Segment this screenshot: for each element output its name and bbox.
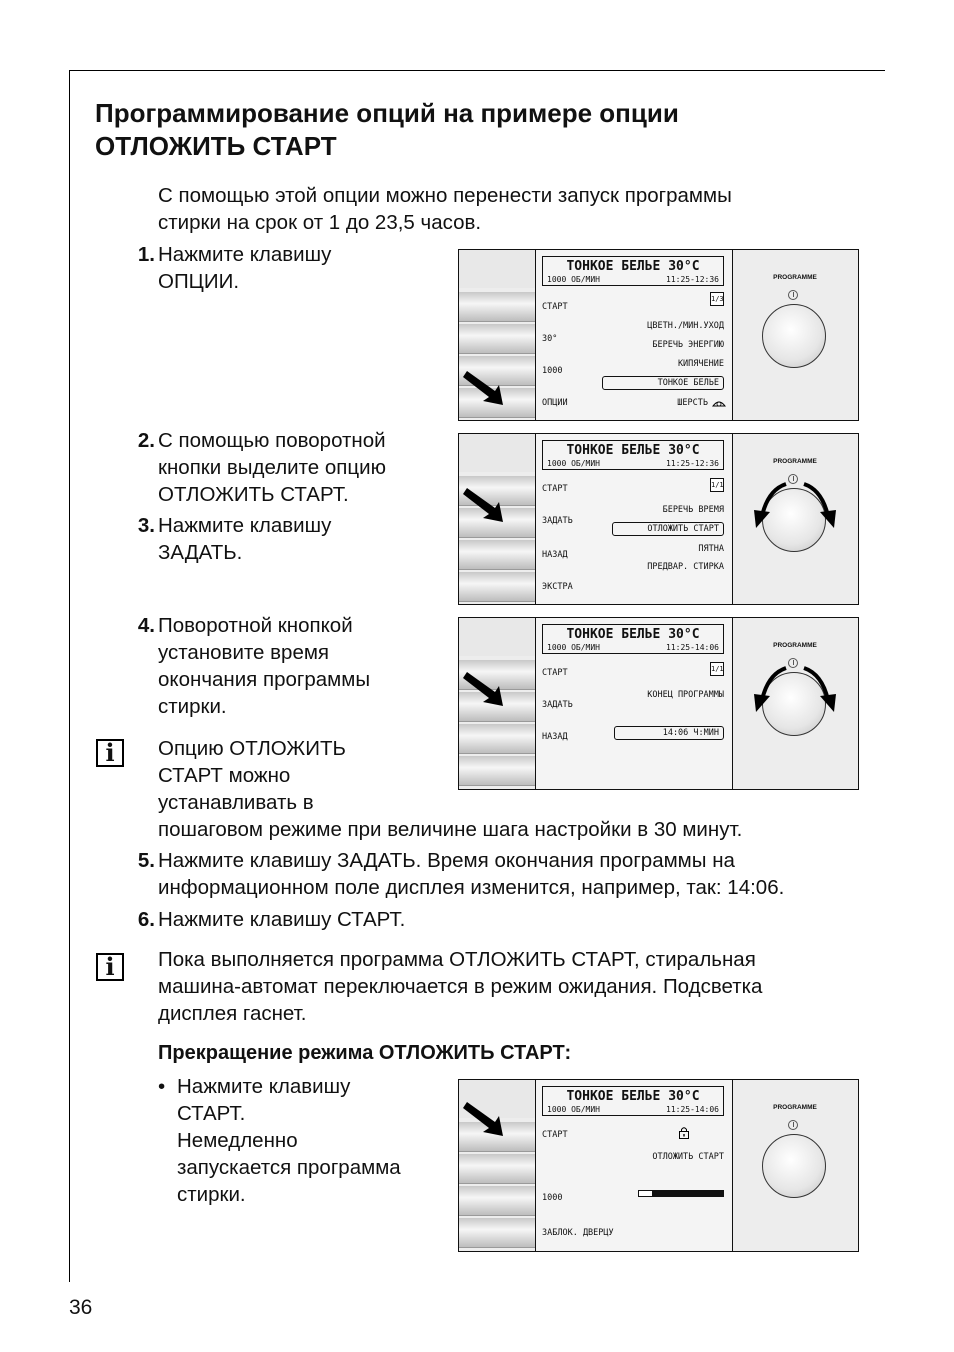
knob-label: PROGRAMME xyxy=(773,274,817,281)
cancel-heading: Прекращение режима ОТЛОЖИТЬ СТАРТ: xyxy=(158,1042,572,1064)
key-start[interactable] xyxy=(459,292,535,322)
intro-text: С помощью этой опции можно перенести запуск программы стирки на срок от 1 до 23,5 часов. xyxy=(158,184,732,234)
end-time-value[interactable]: 14:06 Ч:МИН xyxy=(614,726,724,740)
power-indicator-icon xyxy=(788,1120,798,1130)
program-title: ТОНКОЕ БЕЛЬЕ 30°C xyxy=(566,443,700,458)
knob-label: PROGRAMME xyxy=(773,458,817,465)
arrow-pointer-icon xyxy=(461,482,507,526)
key-label: 1000 xyxy=(542,366,563,376)
screen-header xyxy=(542,440,724,470)
key-label: ЭКСТРА xyxy=(542,582,573,592)
option-item[interactable]: ЦВЕТН./МИН.УХОД xyxy=(647,321,724,331)
key-label: СТАРТ xyxy=(542,302,568,312)
progress-bar xyxy=(638,1190,724,1197)
key-label: 30° xyxy=(542,334,558,344)
key-label: ЗАДАТЬ xyxy=(542,516,573,526)
key-label: СТАРТ xyxy=(542,1130,568,1140)
key-door-lock[interactable] xyxy=(459,1218,535,1248)
option-item[interactable]: БЕРЕЧЬ ВРЕМЯ xyxy=(662,505,724,515)
key-label: СТАРТ xyxy=(542,484,568,494)
step-4-text: Поворотной кнопкой установите время окончания программы стирки. xyxy=(158,614,371,718)
key-column xyxy=(459,250,535,420)
key-label: НАЗАД xyxy=(542,732,568,742)
page-number: 36 xyxy=(69,1296,93,1319)
spin-speed: 1000 ОБ/МИН xyxy=(547,459,600,468)
display-panel-delay-active xyxy=(458,1079,859,1252)
program-title: ТОНКОЕ БЕЛЬЕ 30°C xyxy=(566,627,700,642)
step-3-text: Нажмите клавишу ЗАДАТЬ. xyxy=(158,514,332,564)
key-label: НАЗАД xyxy=(542,550,568,560)
step-number: 4. xyxy=(137,614,155,637)
arrow-pointer-icon xyxy=(461,666,507,710)
time-range: 11:25-12:36 xyxy=(666,275,719,284)
key-column xyxy=(459,1080,535,1251)
info-icon: i xyxy=(96,953,124,981)
arrow-pointer-icon xyxy=(461,365,507,409)
knob-label: PROGRAMME xyxy=(773,642,817,649)
key-temperature[interactable] xyxy=(459,324,535,354)
knob-label: PROGRAMME xyxy=(773,1104,817,1111)
knob-area xyxy=(732,250,858,420)
power-indicator-icon xyxy=(788,290,798,300)
screen-header xyxy=(542,1086,724,1116)
wool-icon xyxy=(712,397,726,409)
step-2-text: С помощью поворотной кнопки выделите опцию ОТЛОЖИТЬ СТАРТ. xyxy=(158,429,386,506)
key-label: 1000 xyxy=(542,1193,563,1203)
screen-header xyxy=(542,624,724,654)
info-icon: i xyxy=(96,739,124,767)
option-item[interactable]: ПРЕДВАР. СТИРКА xyxy=(647,562,724,572)
option-item[interactable]: БЕРЕЧЬ ЭНЕРГИЮ xyxy=(652,340,724,350)
rotate-arrows-icon xyxy=(740,656,850,716)
screen-header xyxy=(542,256,724,286)
page-indicator-icon: 1/1 xyxy=(710,662,724,676)
display-panel-options xyxy=(458,249,859,421)
program-title: ТОНКОЕ БЕЛЬЕ 30°C xyxy=(566,1089,700,1104)
status-text: ОТЛОЖИТЬ СТАРТ xyxy=(652,1152,724,1162)
display-panel-end-time xyxy=(458,617,859,790)
rotate-arrows-icon xyxy=(740,472,850,532)
page-indicator-icon: 1/1 xyxy=(710,478,724,492)
cancel-text: Нажмите клавишу СТАРТ. Немедленно запускается программа стирки. xyxy=(177,1075,401,1206)
spin-speed: 1000 ОБ/МИН xyxy=(547,643,600,652)
key-spin[interactable] xyxy=(459,1186,535,1216)
time-range: 11:25-14:06 xyxy=(666,1105,719,1114)
option-item-selected[interactable]: ОТЛОЖИТЬ СТАРТ xyxy=(612,522,724,536)
display-panel-delay-select xyxy=(458,433,859,605)
program-title: ТОНКОЕ БЕЛЬЕ 30°C xyxy=(566,259,700,274)
program-knob[interactable] xyxy=(762,1134,826,1198)
spin-speed: 1000 ОБ/МИН xyxy=(547,275,600,284)
lcd-screen xyxy=(535,250,733,420)
key-extra[interactable] xyxy=(459,572,535,602)
lcd-screen xyxy=(535,618,733,789)
arrow-pointer-icon xyxy=(461,1096,507,1140)
frame-left-line xyxy=(69,70,70,1282)
step-5-text: Нажмите клавишу ЗАДАТЬ. Время окончания программы на информационном поле дисплея изменится, например, так: 14:06. xyxy=(158,849,785,899)
option-item-selected[interactable]: ТОНКОЕ БЕЛЬЕ xyxy=(602,376,724,390)
program-knob[interactable] xyxy=(762,304,826,368)
key-2[interactable] xyxy=(459,1154,535,1184)
page-title: Программирование опций на примере опции ОТЛОЖИТЬ СТАРТ xyxy=(95,98,679,161)
time-range: 11:25-12:36 xyxy=(666,459,719,468)
option-item: КОНЕЦ ПРОГРАММЫ xyxy=(647,690,724,700)
lock-icon xyxy=(678,1126,690,1139)
step-1-text: Нажмите клавишу ОПЦИИ. xyxy=(158,243,332,293)
knob-area xyxy=(732,434,858,604)
knob-area xyxy=(732,618,858,789)
key-label: СТАРТ xyxy=(542,668,568,678)
option-item[interactable]: ШЕРСТЬ xyxy=(677,398,708,408)
step-number: 1. xyxy=(137,243,155,266)
time-range: 11:25-14:06 xyxy=(666,643,719,652)
progress-empty xyxy=(639,1191,652,1196)
step-6-text: Нажмите клавишу СТАРТ. xyxy=(158,908,406,931)
spin-speed: 1000 ОБ/МИН xyxy=(547,1105,600,1114)
knob-area xyxy=(732,1080,858,1251)
note-2-text: Пока выполняется программа ОТЛОЖИТЬ СТАРТ, стиральная машина-автомат переключается в режим ожидания. Подсветка дисплея гаснет. xyxy=(158,948,763,1025)
lcd-screen xyxy=(535,1080,733,1251)
key-column xyxy=(459,434,535,604)
cancel-bullet: • xyxy=(158,1075,166,1098)
step-number: 6. xyxy=(137,908,155,931)
step-number: 5. xyxy=(137,849,155,872)
key-label: ЗАБЛОК. ДВЕРЦУ xyxy=(542,1228,614,1238)
key-label: ЗАДАТЬ xyxy=(542,700,573,710)
lcd-screen xyxy=(535,434,733,604)
page-indicator-icon: 1/3 xyxy=(710,292,724,306)
note-1-text: Опцию ОТЛОЖИТЬ СТАРТ можно устанавливать в пошаговом режиме при величине шага настройки в 30 минут. xyxy=(158,737,743,841)
key-column xyxy=(459,618,535,789)
option-item[interactable]: ПЯТНА xyxy=(698,544,724,554)
step-number: 2. xyxy=(137,429,155,452)
key-back[interactable] xyxy=(459,724,535,754)
key-back[interactable] xyxy=(459,540,535,570)
key-label: ОПЦИИ xyxy=(542,398,568,408)
option-item[interactable]: КИПЯЧЕНИЕ xyxy=(677,359,724,369)
frame-top-line xyxy=(69,70,885,71)
step-number: 3. xyxy=(137,514,155,537)
key-blank-bottom[interactable] xyxy=(459,756,535,786)
